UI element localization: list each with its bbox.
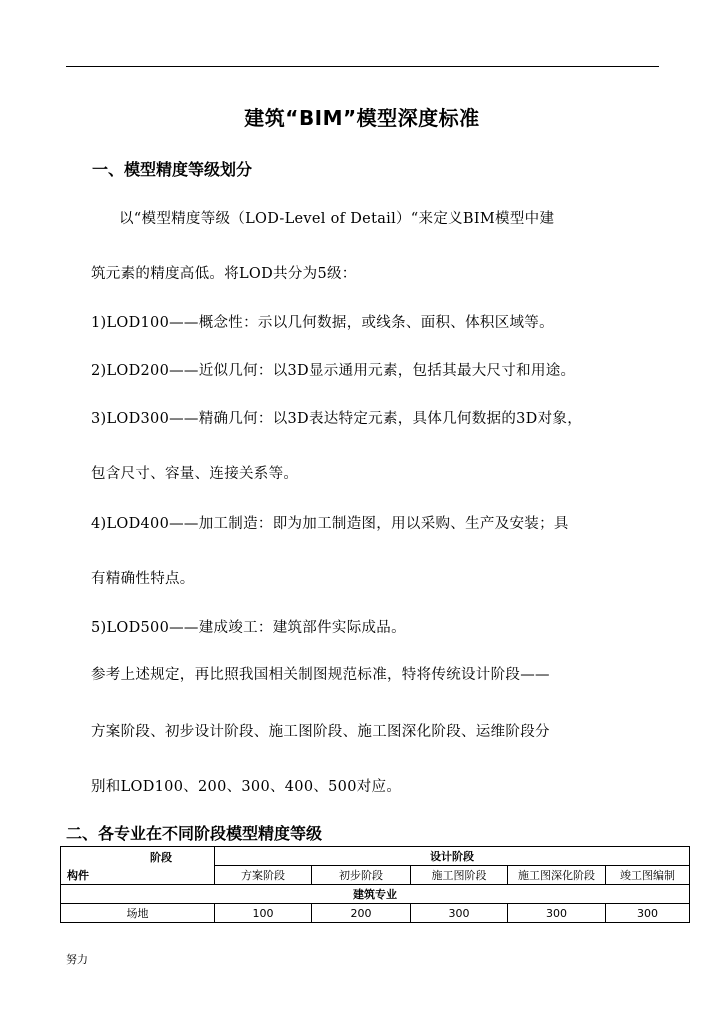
lod400-item-line1: 4)LOD400——加工制造：即为加工制造图，用以采购、生产及安装；具 bbox=[91, 516, 569, 532]
lod-value: 100 bbox=[215, 904, 312, 923]
stage-header-label: 阶段 bbox=[150, 851, 172, 864]
table-corner-cell bbox=[61, 847, 215, 885]
lod300-item-line1: 3)LOD300——精确几何：以3D表达特定元素，具体几何数据的3D对象， bbox=[91, 411, 582, 427]
lod300-item-line2: 包含尺寸、容量、连接关系等。 bbox=[91, 466, 299, 482]
table-row bbox=[61, 904, 690, 923]
lod-table bbox=[60, 846, 690, 923]
design-stage-header: 设计阶段 bbox=[215, 847, 690, 866]
lod200-item: 2)LOD200——近似几何：以3D显示通用元素，包括其最大尺寸和用途。 bbox=[91, 363, 576, 379]
lod-value: 200 bbox=[312, 904, 411, 923]
document-title: 建筑“BIM”模型深度标准 bbox=[244, 106, 480, 130]
paragraph-intro-line2: 筑元素的精度高低。将LOD共分为5级： bbox=[91, 266, 357, 282]
table-header-row-1 bbox=[61, 847, 690, 866]
section-heading-discipline-levels: 二、各专业在不同阶段模型精度等级 bbox=[66, 824, 323, 843]
component-header-label: 构件 bbox=[67, 869, 89, 882]
phase-header: 初步阶段 bbox=[312, 866, 411, 885]
phase-header: 方案阶段 bbox=[215, 866, 312, 885]
lod400-item-line2: 有精确性特点。 bbox=[91, 571, 195, 587]
paragraph-reference-line3: 别和LOD100、200、300、400、500对应。 bbox=[91, 779, 402, 795]
page-footer: 努力 bbox=[66, 953, 88, 966]
lod-value: 300 bbox=[411, 904, 508, 923]
paragraph-reference-line1: 参考上述规定，再比照我国相关制图规范标准，特将传统设计阶段—— bbox=[91, 667, 550, 683]
group-header-architecture: 建筑专业 bbox=[61, 885, 690, 904]
lod-value: 300 bbox=[606, 904, 690, 923]
paragraph-intro-line1: 以“模型精度等级（LOD-Level of Detail）“来定义BIM模型中建 bbox=[119, 211, 555, 227]
paragraph-reference-line2: 方案阶段、初步设计阶段、施工图阶段、施工图深化阶段、运维阶段分 bbox=[91, 724, 550, 740]
phase-header: 竣工图编制 bbox=[606, 866, 690, 885]
lod100-item: 1)LOD100——概念性：示以几何数据，或线条、面积、体积区域等。 bbox=[91, 315, 554, 331]
component-name: 场地 bbox=[61, 904, 215, 923]
lod500-item: 5)LOD500——建成竣工：建筑部件实际成品。 bbox=[91, 620, 406, 636]
lod-value: 300 bbox=[508, 904, 606, 923]
table-group-row bbox=[61, 885, 690, 904]
header-rule bbox=[66, 66, 659, 67]
phase-header: 施工图深化阶段 bbox=[508, 866, 606, 885]
phase-header: 施工图阶段 bbox=[411, 866, 508, 885]
section-heading-lod-levels: 一、模型精度等级划分 bbox=[92, 160, 253, 179]
